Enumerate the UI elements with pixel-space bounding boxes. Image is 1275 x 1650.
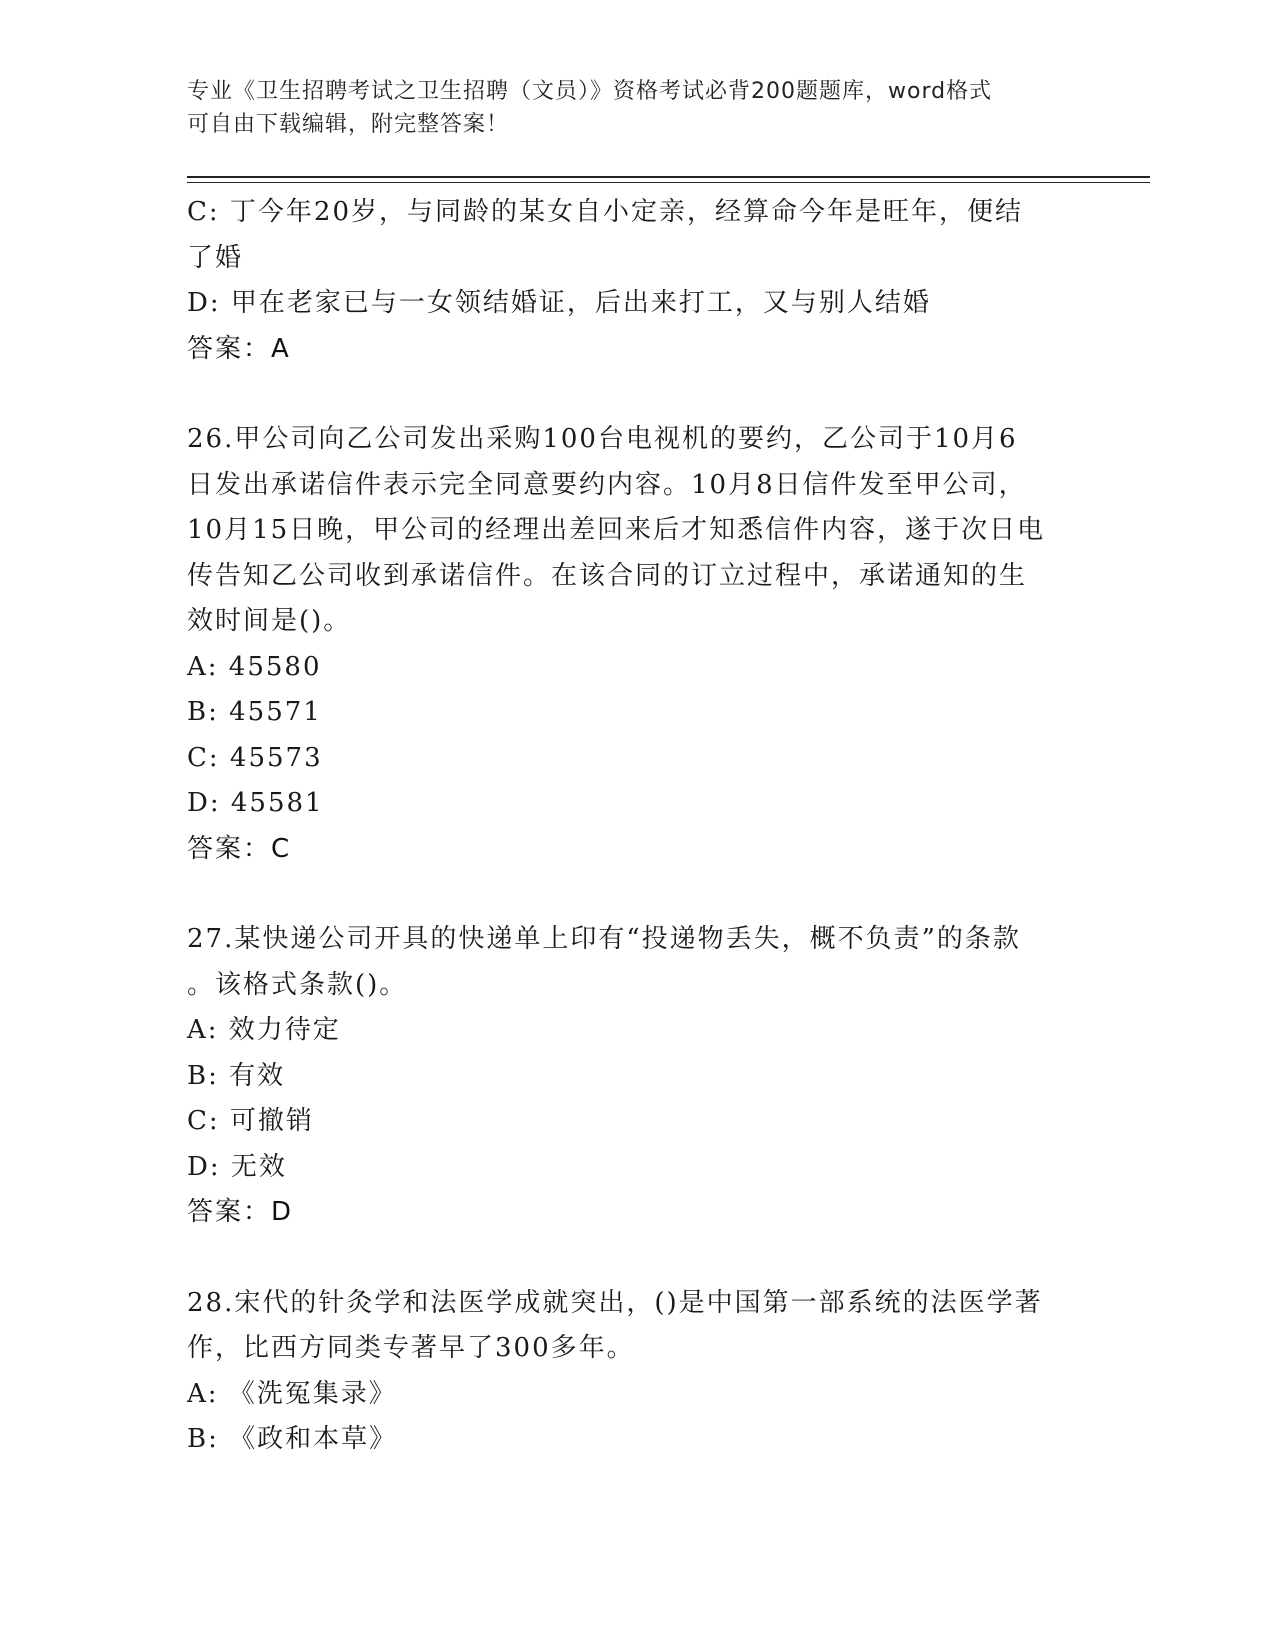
q25-option-c-line-2: 了婚: [187, 242, 244, 273]
q26-option-c: C: 45573: [187, 742, 323, 773]
q26-stem-line-4: 传告知乙公司收到承诺信件。在该合同的订立过程中，承诺通知的生: [187, 560, 1028, 591]
q27-option-a: A: 效力待定: [187, 1015, 341, 1045]
q27-stem-line-1: 27.某快递公司开具的快递单上印有“投递物丢失，概不负责”的条款: [187, 924, 1021, 954]
q28-stem-line-1: 28.宋代的针灸学和法医学成就突出，()是中国第一部系统的法医学著: [187, 1287, 1043, 1318]
spacer: [187, 372, 1087, 417]
q26-stem-line-5: 效时间是()。: [187, 606, 352, 636]
question-26: [187, 417, 1087, 872]
header-line-1: 专业《卫生招聘考试之卫生招聘（文员）》资格考试必背200题题库，word格式: [187, 79, 993, 104]
q28-stem-line-2: 作，比西方同类专著早了300多年。: [187, 1333, 635, 1363]
q26-stem-line-1: 26.甲公司向乙公司发出采购100台电视机的要约，乙公司于10月6: [187, 424, 1018, 454]
q25-option-c-line-1: C: 丁今年20岁，与同龄的某女自小定亲，经算命今年是旺年，便结: [187, 197, 1024, 227]
header-line-2: 可自由下载编辑，附完整答案！: [187, 112, 510, 137]
question-27: [187, 917, 1087, 1236]
q26-stem-line-2: 日发出承诺信件表示完全同意要约内容。10月8日信件发至甲公司，: [187, 469, 1027, 500]
document-header: [187, 75, 1067, 141]
q28-option-a: A: 《洗冤集录》: [187, 1378, 397, 1409]
q26-stem-line-3: 10月15日晚，甲公司的经理出差回来后才知悉信件内容，遂于次日电: [187, 515, 1046, 545]
question-25-tail: [187, 190, 1087, 372]
header-divider-thick: [187, 176, 1150, 178]
q25-answer: 答案：A: [187, 333, 291, 364]
document-body: [187, 190, 1087, 1463]
header-divider-thin: [187, 182, 1150, 183]
q26-option-b: B: 45571: [187, 697, 322, 727]
q27-option-c: C: 可撤销: [187, 1106, 314, 1136]
q25-option-d: D: 甲在老家已与一女领结婚证，后出来打工，又与别人结婚: [187, 288, 931, 318]
spacer: [187, 1236, 1087, 1281]
q26-option-a: A: 45580: [187, 651, 322, 682]
q26-option-d: D: 45581: [187, 788, 324, 818]
q27-stem-line-2: 。该格式条款()。: [187, 969, 408, 1000]
spacer: [187, 872, 1087, 917]
q27-option-b: B: 有效: [187, 1060, 286, 1091]
q28-option-b: B: 《政和本草》: [187, 1424, 398, 1454]
q27-answer: 答案：D: [187, 1197, 294, 1227]
q27-option-d: D: 无效: [187, 1151, 287, 1182]
q26-answer: 答案：C: [187, 833, 292, 864]
question-28: [187, 1281, 1087, 1463]
